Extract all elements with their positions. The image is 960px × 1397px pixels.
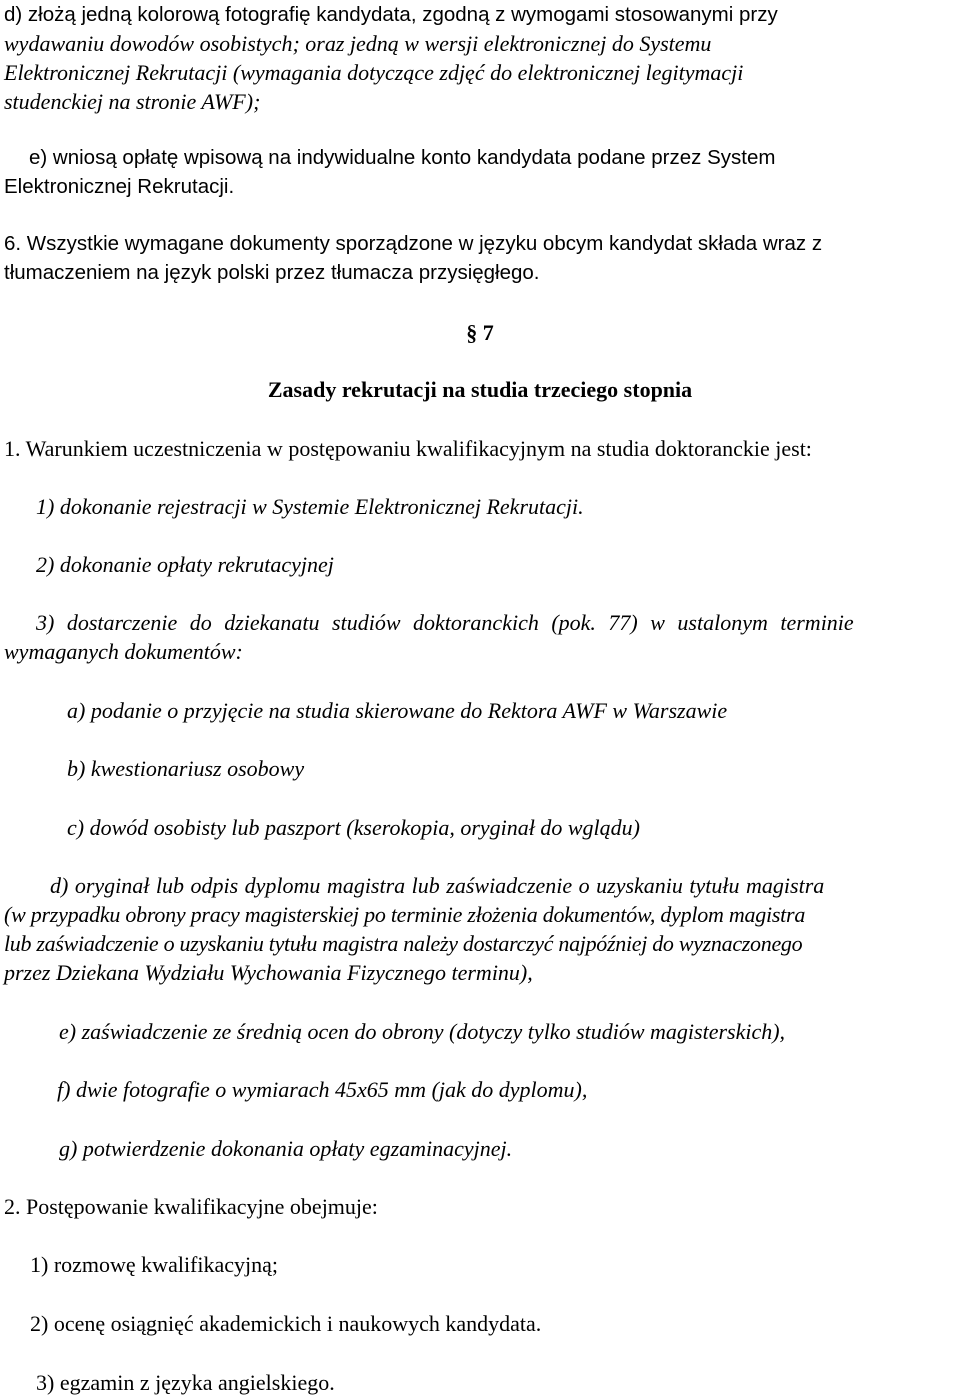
point-6-line-1: 6. Wszystkie wymagane dokumenty sporządzone w języku obcym kandydat składa wraz z (4, 232, 823, 255)
item-d-line-2: wydawaniu dowodów osobistych; oraz jedną w wersji elektronicznej do Systemu (4, 31, 712, 56)
doc-g (59, 1134, 956, 1163)
exam-2-text: 2) ocenę osiągnięć akademickich i naukowych kandydata. (30, 1311, 542, 1336)
exam-3 (36, 1368, 956, 1397)
doc-e-text: e) zaświadczenie ze średnią ocen do obrony (dotyczy tylko studiów magisterskich), (59, 1019, 786, 1044)
exam-3-text: 3) egzamin z języka angielskiego. (36, 1370, 335, 1395)
point-1-text: 1. Warunkiem uczestniczenia w postępowaniu kwalifikacyjnym na studia doktoranckie jest: (4, 436, 812, 461)
section-title (0, 375, 960, 404)
item-d-line-1: d) złożą jedną kolorową fotografię kandydata, zgodną z wymogami stosowanymi przy (4, 3, 778, 26)
doc-c (67, 813, 956, 842)
item-e-line-2: Elektronicznej Rekrutacji. (4, 175, 235, 198)
item-d (4, 0, 956, 116)
point-1 (4, 434, 956, 463)
doc-d-line-3: lub zaświadczenie o uzyskaniu tytułu magistra należy dostarczyć najpóźniej do wyznaczonego (4, 931, 803, 956)
sub-1-text: 1) dokonanie rejestracji w Systemie Elektronicznej Rekrutacji. (36, 494, 584, 519)
sub-1 (36, 492, 956, 521)
doc-e (59, 1017, 956, 1046)
point-2 (4, 1192, 956, 1221)
item-d-line-3: Elektronicznej Rekrutacji (wymagania dotyczące zdjęć do elektronicznej legitymacji (4, 60, 744, 85)
section-mark (0, 318, 960, 347)
item-e (4, 143, 956, 201)
section-title-text: Zasady rekrutacji na studia trzeciego stopnia (267, 377, 693, 402)
doc-a (67, 696, 956, 725)
point-6 (4, 229, 956, 287)
exam-1-text: 1) rozmowę kwalifikacyjną; (30, 1252, 279, 1277)
doc-f (57, 1075, 956, 1104)
sub-2-text: 2) dokonanie opłaty rekrutacyjnej (36, 552, 334, 577)
doc-b-text: b) kwestionariusz osobowy (67, 756, 305, 781)
exam-1 (30, 1250, 956, 1279)
doc-d-line-2: (w przypadku obrony pracy magisterskiej po terminie złożenia dokumentów, dyplom magistra (4, 902, 806, 927)
sub-3-line-1: 3) dostarczenie do dziekanatu studiów doktoranckich (pok. 77) w ustalonym terminie (36, 610, 854, 635)
sub-3 (4, 608, 956, 666)
doc-g-text: g) potwierdzenie dokonania opłaty egzaminacyjnej. (59, 1136, 513, 1161)
sub-3-line-2: wymaganych dokumentów: (4, 639, 243, 664)
point-2-text: 2. Postępowanie kwalifikacyjne obejmuje: (4, 1194, 378, 1219)
doc-d (4, 871, 956, 987)
sub-2 (36, 550, 956, 579)
doc-c-text: c) dowód osobisty lub paszport (kserokopia, oryginał do wglądu) (67, 815, 640, 840)
doc-d-line-1: d) oryginał lub odpis dyplomu magistra lub zaświadczenie o uzyskaniu tytułu magistra (50, 873, 825, 898)
point-6-line-2: tłumaczeniem na język polski przez tłumacza przysięgłego. (4, 261, 540, 284)
section-mark-text: § 7 (466, 320, 494, 345)
doc-b (67, 754, 956, 783)
doc-d-line-4: przez Dziekana Wydziału Wychowania Fizycznego terminu), (4, 960, 533, 985)
doc-a-text: a) podanie o przyjęcie na studia skierowane do Rektora AWF w Warszawie (67, 698, 728, 723)
doc-f-text: f) dwie fotografie o wymiarach 45x65 mm (jak do dyplomu), (57, 1077, 588, 1102)
item-e-line-1: e) wniosą opłatę wpisową na indywidualne konto kandydata podane przez System (29, 146, 776, 169)
item-d-line-4: studenckiej na stronie AWF); (4, 89, 261, 114)
exam-2 (30, 1309, 956, 1338)
